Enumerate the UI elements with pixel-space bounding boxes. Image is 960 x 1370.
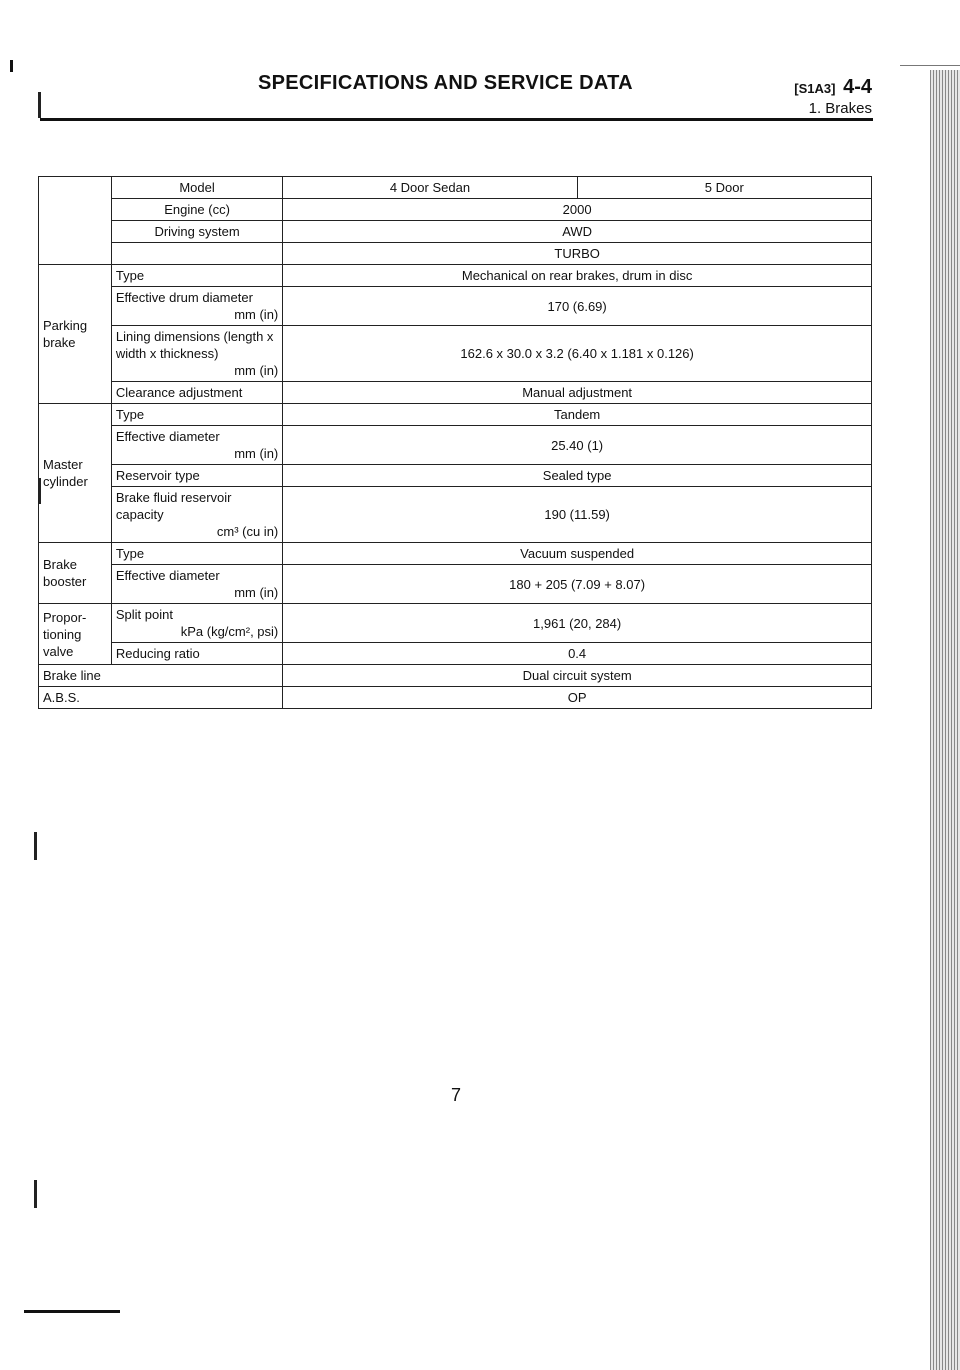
table-row [39,543,872,565]
scan-margin-mark [34,1180,37,1208]
parking-lining-label: Lining dimensions (length x width x thickness) [115,329,274,361]
table-row [39,199,872,221]
abs-label: A.B.S. [39,687,283,709]
reducing-ratio-label: Reducing ratio [111,643,282,665]
proportioning-valve-group: Propor- tioning valve [39,604,112,665]
model-sedan: 4 Door Sedan [283,177,577,199]
parking-lining-unit: mm (in) [234,363,279,378]
table-row [39,604,872,643]
split-point-label: Split point [115,607,173,622]
section-header [794,76,872,99]
table-row [39,243,872,265]
parking-drum-cell [111,287,282,326]
master-cylinder-group: Master cylinder [39,404,112,543]
booster-type-label: Type [111,543,282,565]
master-reservoir-value: Sealed type [283,465,872,487]
model-5door: 5 Door [577,177,871,199]
driving-label: Driving system [111,221,282,243]
spec-table [38,176,872,709]
table-row [39,565,872,604]
booster-diameter-label: Effective diameter [115,568,220,583]
booster-diameter-value: 180 + 205 (7.09 + 8.07) [283,565,872,604]
master-diameter-unit: mm (in) [234,446,279,461]
master-capacity-label: Brake fluid reservoir capacity [115,490,232,522]
parking-drum-unit: mm (in) [234,307,279,322]
table-row [39,404,872,426]
abs-value: OP [283,687,872,709]
table-row [39,465,872,487]
scan-margin-mark [38,92,41,118]
parking-type-value: Mechanical on rear brakes, drum in disc [283,265,872,287]
engine-label: Engine (cc) [111,199,282,221]
split-point-value: 1,961 (20, 284) [283,604,872,643]
engine-value: 2000 [283,199,872,221]
parking-lining-cell [111,326,282,382]
turbo-value: TURBO [283,243,872,265]
booster-diameter-cell [111,565,282,604]
master-diameter-label: Effective diameter [115,429,220,444]
scan-margin-mark [34,832,37,860]
parking-clearance-label: Clearance adjustment [111,382,282,404]
master-diameter-cell [111,426,282,465]
booster-type-value: Vacuum suspended [283,543,872,565]
parking-type-label: Type [111,265,282,287]
table-row [39,177,872,199]
parking-drum-label: Effective drum diameter [115,290,253,305]
table-row [39,426,872,465]
section-number: 4-4 [843,76,872,98]
booster-diameter-unit: mm (in) [234,585,279,600]
brake-line-value: Dual circuit system [283,665,872,687]
table-row [39,665,872,687]
master-capacity-cell [111,487,282,543]
master-type-value: Tandem [283,404,872,426]
page-number: 7 [451,1085,462,1105]
table-row [39,221,872,243]
table-row [39,487,872,543]
table-row [39,687,872,709]
scan-corner-mark [10,60,13,72]
parking-lining-value: 162.6 x 30.0 x 3.2 (6.40 x 1.181 x 0.126) [283,326,872,382]
table-row [39,326,872,382]
table-row [39,265,872,287]
scan-edge-line [900,65,960,66]
master-capacity-unit: cm³ (cu in) [216,524,279,539]
parking-drum-value: 170 (6.69) [283,287,872,326]
section-code: [S1A3] [794,81,836,96]
split-point-cell [111,604,282,643]
page-title: SPECIFICATIONS AND SERVICE DATA [258,72,633,94]
master-capacity-value: 190 (11.59) [283,487,872,543]
scan-right-edge [930,70,960,1370]
section-name: 1. Brakes [808,100,872,117]
reducing-ratio-value: 0.4 [283,643,872,665]
driving-value: AWD [283,221,872,243]
header-rule [40,118,873,121]
table-row [39,382,872,404]
footer-mark [24,1310,120,1313]
parking-clearance-value: Manual adjustment [283,382,872,404]
brake-line-label: Brake line [39,665,283,687]
table-row [39,643,872,665]
brake-booster-group: Brake booster [39,543,112,604]
master-reservoir-label: Reservoir type [111,465,282,487]
master-diameter-value: 25.40 (1) [283,426,872,465]
table-row [39,287,872,326]
model-label: Model [111,177,282,199]
split-point-unit: kPa (kg/cm², psi) [180,624,279,639]
blank-cell [111,243,282,265]
parking-brake-group: Parking brake [39,265,112,404]
header-blank-cell [39,177,112,265]
master-type-label: Type [111,404,282,426]
